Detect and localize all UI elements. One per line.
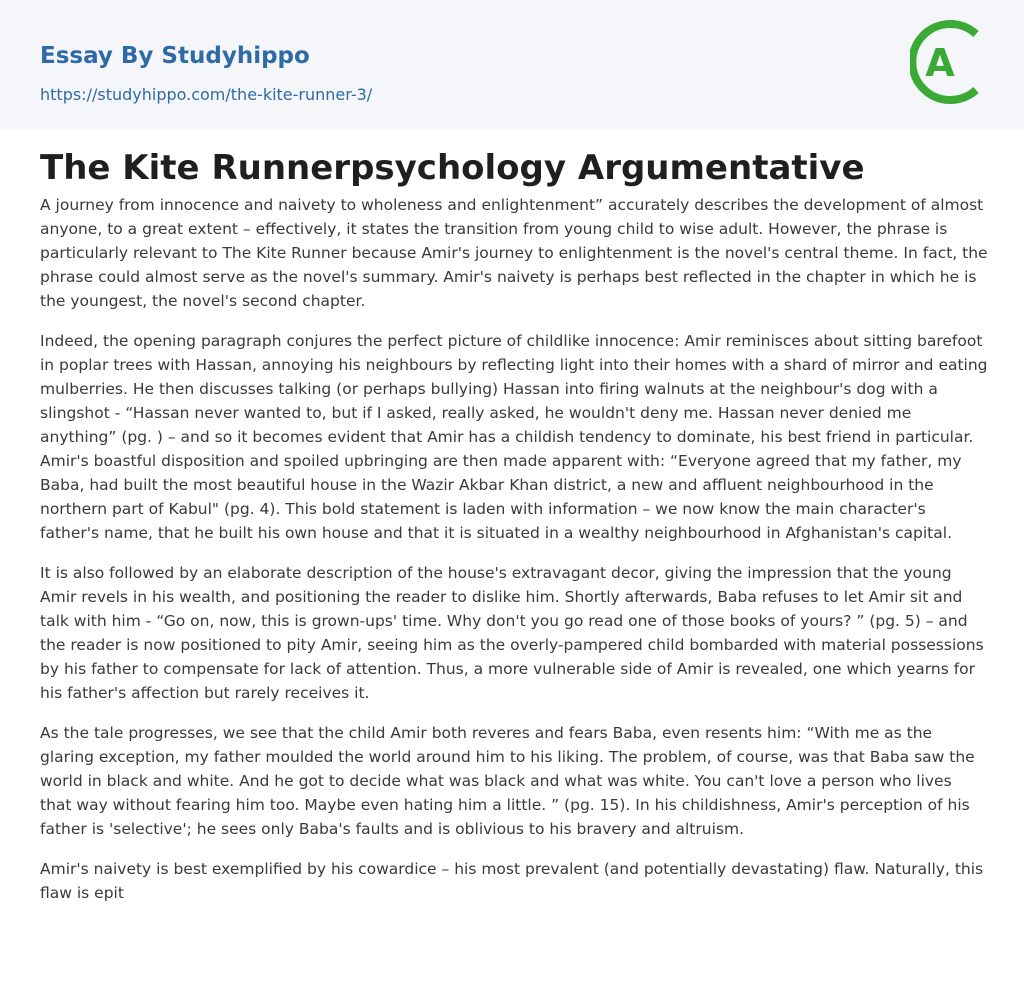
article-title: The Kite Runnerpsychology Argumentative: [40, 148, 865, 188]
article-paragraph: Indeed, the opening paragraph conjures the perfect picture of childlike innocence: Amir reminisces about sitting barefoot in poplar trees with Hassan, annoying his neighbours by reflecting light into their homes with a shard of mirror and eating mulberries. He then discusses talking (or perhaps bullying) Hassan into firing walnuts at the neighbour's dog with a slingshot - “Hassan never wanted to, but if I asked, really asked, he wouldn't deny me. Hassan never denied me anything” (pg. ) – and so it becomes evident that Amir has a childish tendency to dominate, his best friend in particular. Amir's boastful disposition and spoiled upbringing are then made apparent with: “Everyone agreed that my father, my Baba, had built the most beautiful house in the Wazir Akbar Khan district, a new and affluent neighbourhood in the northern part of Kabul" (pg. 4). This bold statement is laden with information – we now know the main character's father's name, that he built his own house and that it is situated in a wealthy neighbourhood in Afghanistan's capital.: [40, 332, 988, 542]
site-brand: Essay By Studyhippo: [40, 43, 310, 69]
article-paragraph: Amir's naivety is best exemplified by his cowardice – his most prevalent (and potentially devastating) flaw. Naturally, this flaw is epit: [40, 860, 984, 902]
article-paragraph: A journey from innocence and naivety to wholeness and enlightenment” accurately describes the development of almost anyone, to a great extent – effectively, it states the transition from young child to wise adult. However, the phrase is particularly relevant to The Kite Runner because Amir's journey to enlightenment is the novel's central theme. In fact, the phrase could almost serve as the novel's summary. Amir's naivety is perhaps best reflected in the chapter in which he is the youngest, the novel's second chapter.: [40, 196, 988, 310]
studyhippo-logo-icon[interactable]: [910, 18, 988, 106]
source-url-link[interactable]: https://studyhippo.com/the-kite-runner-3/: [40, 85, 373, 104]
article-paragraph: As the tale progresses, we see that the child Amir both reveres and fears Baba, even resents him: “With me as the glaring exception, my father moulded the world around him to his liking. The problem, of course, was that Baba saw the world in black and white. And he got to decide what was black and what was white. You can't love a person who lives that way without fearing him too. Maybe even hating him a little. ” (pg. 15). In his childishness, Amir's perception of his father is 'selective'; he sees only Baba's faults and is oblivious to his bravery and altruism.: [40, 724, 975, 838]
logo-letter: A: [925, 41, 955, 85]
article-paragraph: It is also followed by an elaborate description of the house's extravagant decor, giving the impression that the young Amir revels in his wealth, and positioning the reader to dislike him. Shortly afterwards, Baba refuses to let Amir sit and talk with him - “Go on, now, this is grown-ups' time. Why don't you go read one of those books of yours? ” (pg. 5) – and the reader is now positioned to pity Amir, seeing him as the overly-pampered child bombarded with material possessions by his father to compensate for lack of attention. Thus, a more vulnerable side of Amir is revealed, one which yearns for his father's affection but rarely receives it.: [40, 564, 984, 702]
article-body: [40, 193, 988, 921]
